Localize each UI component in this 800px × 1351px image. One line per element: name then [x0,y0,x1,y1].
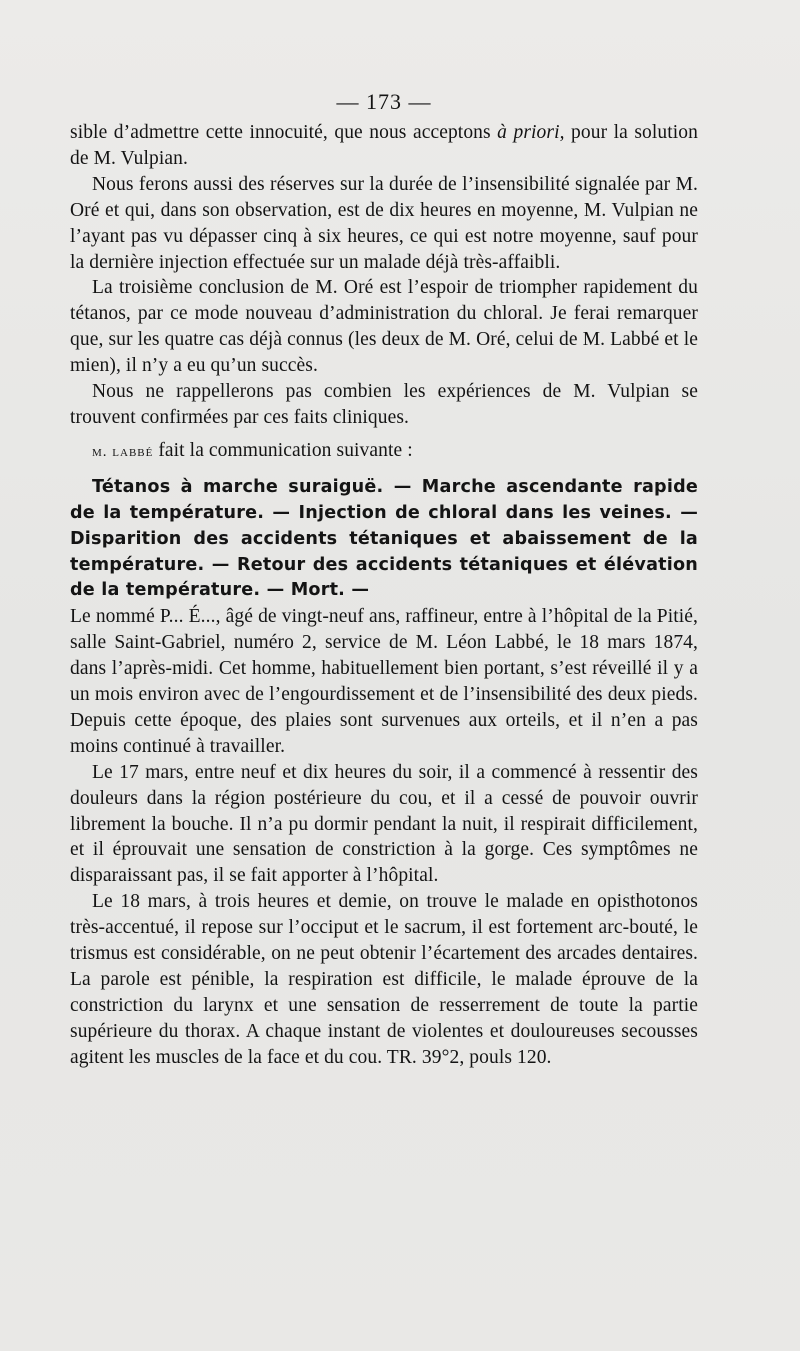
paragraph-1-text-a: sible d’admettre cette innocuité, que nous acceptons [70,122,498,143]
paragraph-6: Le 17 mars, entre neuf et dix heures du soir, il a commencé à ressentir des douleurs dans la région postérieure du cou, et il a cessé de pouvoir ouvrir librement la bouche. Il n’a pu dormir pendant la nuit, il respirait difficilement, et il éprouvait une sensation de constriction à la gorge. Ces symptômes ne disparaissant pas, il se fait apporter à l’hôpital. [70,761,698,887]
paragraph-7: Le 18 mars, à trois heures et demie, on trouve le malade en opisthotonos très-accentué, il repose sur l’occiput et le sacrum, il est fortement arc-bouté, le trismus est considérable, on ne peut obtenir l’écartement des arcades dentaires. La parole est pénible, la respiration est difficile, le malade éprouve de la constriction du larynx et une sensation de resserrement de toute la partie supérieure du thorax. A chaque instant de violentes et douloureuses secousses agitent les muscles de la face et du cou. TR. 39°2, pouls 120. [70,891,698,1068]
page-body [70,88,698,1071]
paragraph-1 [70,120,698,172]
speaker-name: m. labbé [92,443,154,460]
paragraph-1-text-b: pour la solution de M. Vulpian. [70,122,698,169]
paragraph-1-italic: à priori, [497,122,565,143]
speaker-text: fait la communication suivante : [153,439,413,461]
paragraph-4: Nous ne rappellerons pas combien les expériences de M. Vulpian se trouvent confirmées par ces faits cliniques. [70,381,698,428]
page-number: — 173 — [336,89,432,114]
speaker-line [70,438,698,466]
case-heading: Tétanos à marche suraiguë. — Marche ascendante rapide de la température. — Injection de chloral dans les veines. — Disparition des accidents tétaniques et abaissement de la température. — Retour des accidents tétaniques et élévation de la température. — Mort. — [70,476,698,601]
paragraph-3: La troisième conclusion de M. Oré est l’espoir de triompher rapidement du tétanos, par ce mode nouveau d’administration du chloral. Je ferai remarquer que, sur les quatre cas déjà connus (les deux de M. Oré, celui de M. Labbé et le mien), il n’y a eu qu’un succès. [70,277,698,377]
paragraph-5: Le nommé P... É..., âgé de vingt-neuf ans, raffineur, entre à l’hôpital de la Pitié, salle Saint-Gabriel, numéro 2, service de M. Léon Labbé, le 18 mars 1874, dans l’après-midi. Cet homme, habituellement bien portant, s’est réveillé il y a un mois environ avec de l’engourdissement et de l’insensibilité des deux pieds. Depuis cette époque, des plaies sont survenues aux orteils, et il n’en a pas moins continué à travailler. [70,606,698,757]
paragraph-2: Nous ferons aussi des réserves sur la durée de l’insensibilité signalée par M. Oré et qui, dans son observation, est de dix heures en moyenne, M. Vulpian ne l’ayant pas vu dépasser cinq à six heures, ce qui est notre moyenne, sauf pour la dernière injection effectuée sur un malade déjà très-affaibli. [70,173,698,273]
